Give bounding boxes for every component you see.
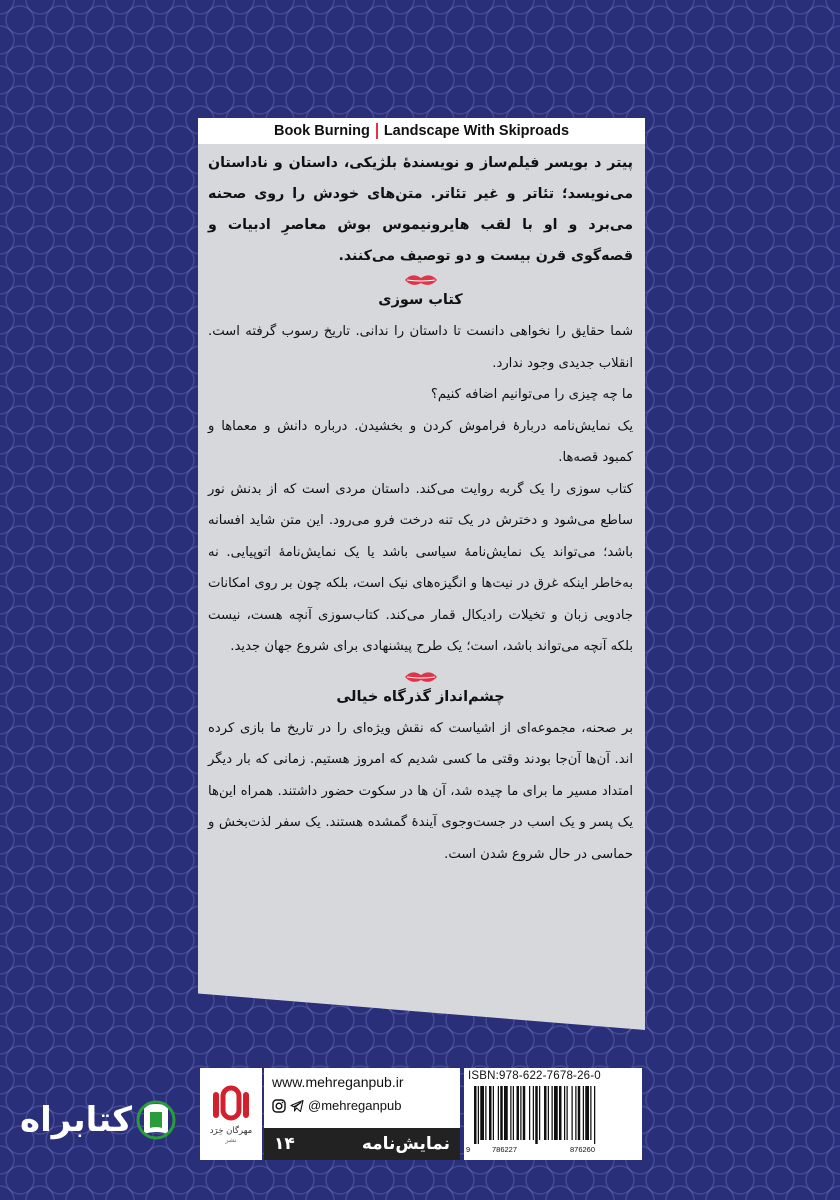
- series-number: ۱۴: [274, 1134, 295, 1154]
- section2-paragraph-1: بر صحنه، مجموعه‌ای از اشیاست که نقش ویژه‌ای را در تاریخ ما بازی کرده اند. آن‌ها آن‌جا بودند وقتی ما کسی شدیم که امروز هستیم. زمانی که بار دیگر امتداد مسیر ما برای ما چیده شد، آن ها در سکوت حضور داشتند. همراه این‌ها یک پسر و یک اسب در جست‌وجوی آیندهٔ گمشده هستند. یک سفر لذت‌بخش و حماسی در حال شروع شدن است.: [208, 720, 633, 862]
- barcode-digits-left: 786227: [492, 1145, 518, 1154]
- publisher-logo-name: مهرگان خِرَد: [209, 1126, 253, 1136]
- header-title: [198, 118, 645, 144]
- barcode-box: [464, 1068, 642, 1160]
- ketabrah-book-icon: [136, 1100, 176, 1140]
- publisher-website[interactable]: www.mehreganpub.ir: [272, 1074, 404, 1090]
- ketabrah-logo: [20, 1100, 176, 1140]
- barcode-icon: [474, 1086, 638, 1144]
- instagram-icon[interactable]: [272, 1099, 286, 1113]
- title-separator: [376, 123, 378, 139]
- publisher-logo: [200, 1068, 262, 1160]
- publisher-info: [264, 1068, 460, 1160]
- lips-ornament-2: [208, 669, 633, 687]
- isbn-text: ISBN:978-622-7678-26-0: [468, 1070, 601, 1082]
- telegram-icon[interactable]: [290, 1099, 304, 1113]
- title-landscape: Landscape With Skiproads: [383, 123, 570, 139]
- publisher-social: [272, 1098, 401, 1113]
- publisher-logo-sub: نشر: [225, 1136, 237, 1144]
- series-bar: [264, 1128, 460, 1160]
- section1-title: کتاب سوزی: [378, 292, 463, 308]
- publisher-logo-icon: [209, 1084, 253, 1124]
- barcode-digits-right: 876260: [570, 1145, 596, 1154]
- section2-title: چشم‌انداز گذرگاه خیالی: [336, 688, 505, 705]
- section1-paragraph-4: کتاب سوزی را یک گربه روایت می‌کند. داستان مردی است که از بدنش نور ساطع می‌شود و دخترش در یک تنه درخت فرو می‌رود. این متن شاید افسانه باشد؛ می‌تواند یک نمایش‌نامهٔ سیاسی باشد یا یک نمایش‌نامهٔ اتوپیایی. نه به‌خاطر اینکه غرق در نیت‌ها و انگیزه‌های نیک است، بلکه چون بر روی امکانات جادویی زبان و تخیلات رادیکال قمار می‌کند. کتاب‌سوزی آنچه هست، نیست بلکه آنچه می‌تواند باشد، است؛ یک طرح پیشنهادی برای شروع جهان جدید.: [208, 481, 633, 654]
- social-handle[interactable]: @mehreganpub: [308, 1098, 402, 1113]
- ketabrah-label: کتابراه: [20, 1100, 133, 1140]
- title-book-burning: Book Burning: [273, 123, 370, 139]
- section1-paragraph-2: ما چه چیزی را می‌توانیم اضافه کنیم؟: [430, 387, 633, 402]
- back-cover-text: [208, 144, 633, 870]
- barcode-digit-first: 9: [466, 1145, 471, 1154]
- section1-paragraph-3: یک نمایش‌نامه دربارهٔ فراموش کردن و بخشیدن. درباره دانش و معماها و کمبود قصه‌ها.: [208, 418, 633, 465]
- section1-paragraph-1: شما حقایق را نخواهی دانست تا داستان را ندانی. تاریخ رسوب گرفته است. انقلاب جدیدی وجود ندارد.: [208, 324, 633, 371]
- author-intro: پیتر د بویسر فیلم‌ساز و نویسندهٔ بلژیکی، داستان و ناداستان می‌نویسد؛ تئاتر و غیر تئاتر. متن‌های خودش را روی صحنه می‌برد و او با لقب هایرونیموس بوش معاصرِ ادبیات و قصه‌گوی قرن بیست و دو توصیف می‌کنند.: [208, 155, 633, 264]
- series-name: نمایش‌نامه: [361, 1134, 450, 1154]
- lips-ornament-1: [208, 272, 633, 290]
